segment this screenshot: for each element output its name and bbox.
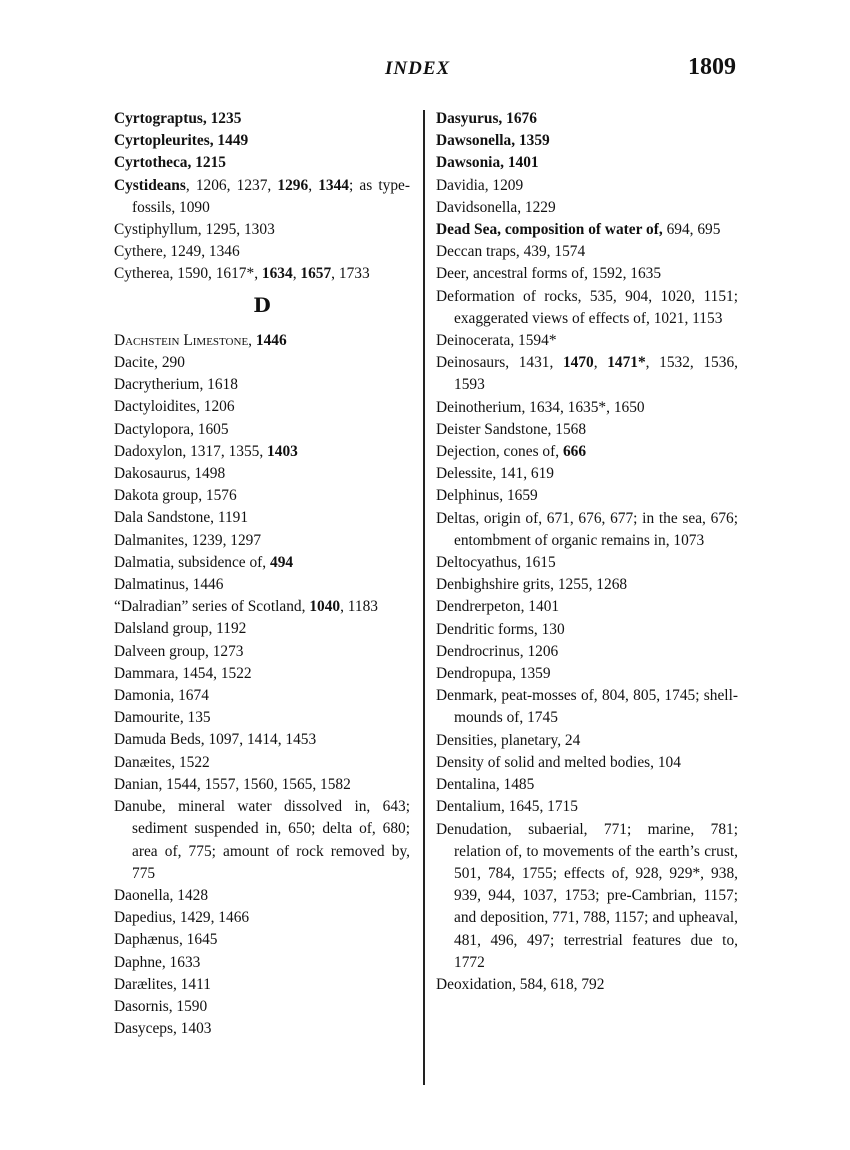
index-entry: Deister Sandstone, 1568 [436, 420, 587, 438]
index-entry: Dactylopora, 1605 [114, 420, 229, 438]
running-head: INDEX [385, 58, 451, 79]
index-entry: Damourite, 135 [114, 709, 211, 727]
index-entry: “Dalradian” series of Scotland, 1040, 1183 [114, 598, 378, 616]
index-entry: Delphinus, 1659 [436, 487, 538, 505]
index-entry: Cytherea, 1590, 1617*, 1634, 1657, 1733 [114, 265, 370, 283]
index-entry: Dejection, cones of, 666 [436, 443, 587, 461]
index-entry: Danube, mineral water dissolved in, 643; sediment suspended in, 650; delta of, 680; area of, 775; amount of rock removed by, 775 [114, 798, 410, 882]
index-entry: Denbighshire grits, 1255, 1268 [436, 576, 628, 594]
index-entry: Dalveen group, 1273 [114, 642, 244, 660]
index-entry: Deltocyathus, 1615 [436, 554, 556, 572]
index-entry: Davidia, 1209 [436, 176, 524, 194]
index-entry: Danæites, 1522 [114, 753, 210, 771]
index-entry: Dapedius, 1429, 1466 [114, 909, 250, 927]
index-entry: Dadoxylon, 1317, 1355, 1403 [114, 442, 298, 460]
index-entry: Cyrtopleurites, 1449 [114, 132, 249, 150]
index-entry: Deoxidation, 584, 618, 792 [436, 975, 605, 993]
index-entry: Deltas, origin of, 671, 676, 677; in the sea, 676; entombment of organic remains in, 1073 [436, 509, 738, 549]
index-entry: Daphænus, 1645 [114, 931, 218, 949]
index-entry: Dalsland group, 1192 [114, 620, 247, 638]
index-entry: Cystiphyllum, 1295, 1303 [114, 221, 275, 239]
entries-right [436, 108, 738, 996]
index-entry: Dacrytherium, 1618 [114, 376, 238, 394]
index-entry: Dakosaurus, 1498 [114, 465, 226, 483]
index-entry: Dachstein Limestone, 1446 [114, 331, 287, 349]
index-entry: Dawsonia, 1401 [436, 154, 539, 172]
index-entry: Dakota group, 1576 [114, 487, 237, 505]
index-entry: Dendrocrinus, 1206 [436, 642, 559, 660]
index-entry: Dentalium, 1645, 1715 [436, 798, 578, 816]
section-letter: D [253, 292, 271, 317]
column-divider [423, 110, 425, 1085]
entries-bottom [114, 330, 410, 1041]
index-entry: Dala Sandstone, 1191 [114, 509, 249, 527]
index-entry: Damonia, 1674 [114, 687, 209, 705]
index-entry: Delessite, 141, 619 [436, 465, 554, 483]
index-entry: Cyrtograptus, 1235 [114, 110, 242, 127]
index-entry: Dentalina, 1485 [436, 776, 535, 794]
index-entry: Dactyloidites, 1206 [114, 398, 235, 416]
index-entry: Daonella, 1428 [114, 886, 209, 904]
index-entry: Densities, planetary, 24 [436, 731, 581, 749]
index-entry: Deinotherium, 1634, 1635*, 1650 [436, 398, 645, 416]
index-entry: Dacite, 290 [114, 354, 185, 372]
index-entry: Daphne, 1633 [114, 953, 201, 971]
index-entry: Dendropupa, 1359 [436, 665, 551, 683]
index-entry: Cystideans, 1206, 1237, 1296, 1344; as type-fossils, 1090 [114, 176, 410, 216]
index-entry: Dasyurus, 1676 [436, 110, 537, 127]
index-entry: Dead Sea, composition of water of, 694, 695 [436, 221, 721, 239]
index-entry: Danian, 1544, 1557, 1560, 1565, 1582 [114, 775, 351, 793]
index-entry: Dalmatinus, 1446 [114, 576, 224, 594]
index-entry: Davidsonella, 1229 [436, 198, 556, 216]
index-entry: Dendrerpeton, 1401 [436, 598, 560, 616]
index-entry: Dammara, 1454, 1522 [114, 664, 252, 682]
entries-top [114, 108, 410, 286]
index-entry: Deer, ancestral forms of, 1592, 1635 [436, 265, 662, 283]
index-entry: Darælites, 1411 [114, 975, 211, 993]
index-entry: Deccan traps, 439, 1574 [436, 243, 586, 261]
index-entry: Dasornis, 1590 [114, 997, 208, 1015]
index-entry: Deinosaurs, 1431, 1470, 1471*, 1532, 1536, 1593 [436, 354, 738, 394]
index-entry: Cythere, 1249, 1346 [114, 243, 240, 261]
index-entry: Cyrtotheca, 1215 [114, 154, 226, 172]
index-entry: Dawsonella, 1359 [436, 132, 550, 150]
index-entry: Denmark, peat-mosses of, 804, 805, 1745; shell-mounds of, 1745 [436, 687, 738, 727]
index-entry: Dasyceps, 1403 [114, 1020, 212, 1038]
index-entry: Density of solid and melted bodies, 104 [436, 753, 681, 771]
page-number: 1809 [688, 54, 736, 80]
index-entry: Dendritic forms, 130 [436, 620, 565, 638]
index-entry: Deformation of rocks, 535, 904, 1020, 1151; exaggerated views of effects of, 1021, 1153 [436, 287, 738, 327]
index-entry: Dalmanites, 1239, 1297 [114, 531, 262, 549]
index-entry: Deinocerata, 1594* [436, 332, 557, 350]
left-column [114, 108, 410, 1040]
index-entry: Damuda Beds, 1097, 1414, 1453 [114, 731, 317, 749]
index-entry: Denudation, subaerial, 771; marine, 781; relation of, to movements of the earth’s crust, 501, 784, 1755; effects of, 928, 929*, 938, 939, 944, 1037, 1753; pre-Cambrian, 1157; and deposition, 771, 788, 1157; and upheaval, 481, 496, 497; terrestrial features due to, 1772 [436, 820, 738, 971]
right-column [436, 108, 738, 996]
index-entry: Dalmatia, subsidence of, 494 [114, 553, 294, 571]
